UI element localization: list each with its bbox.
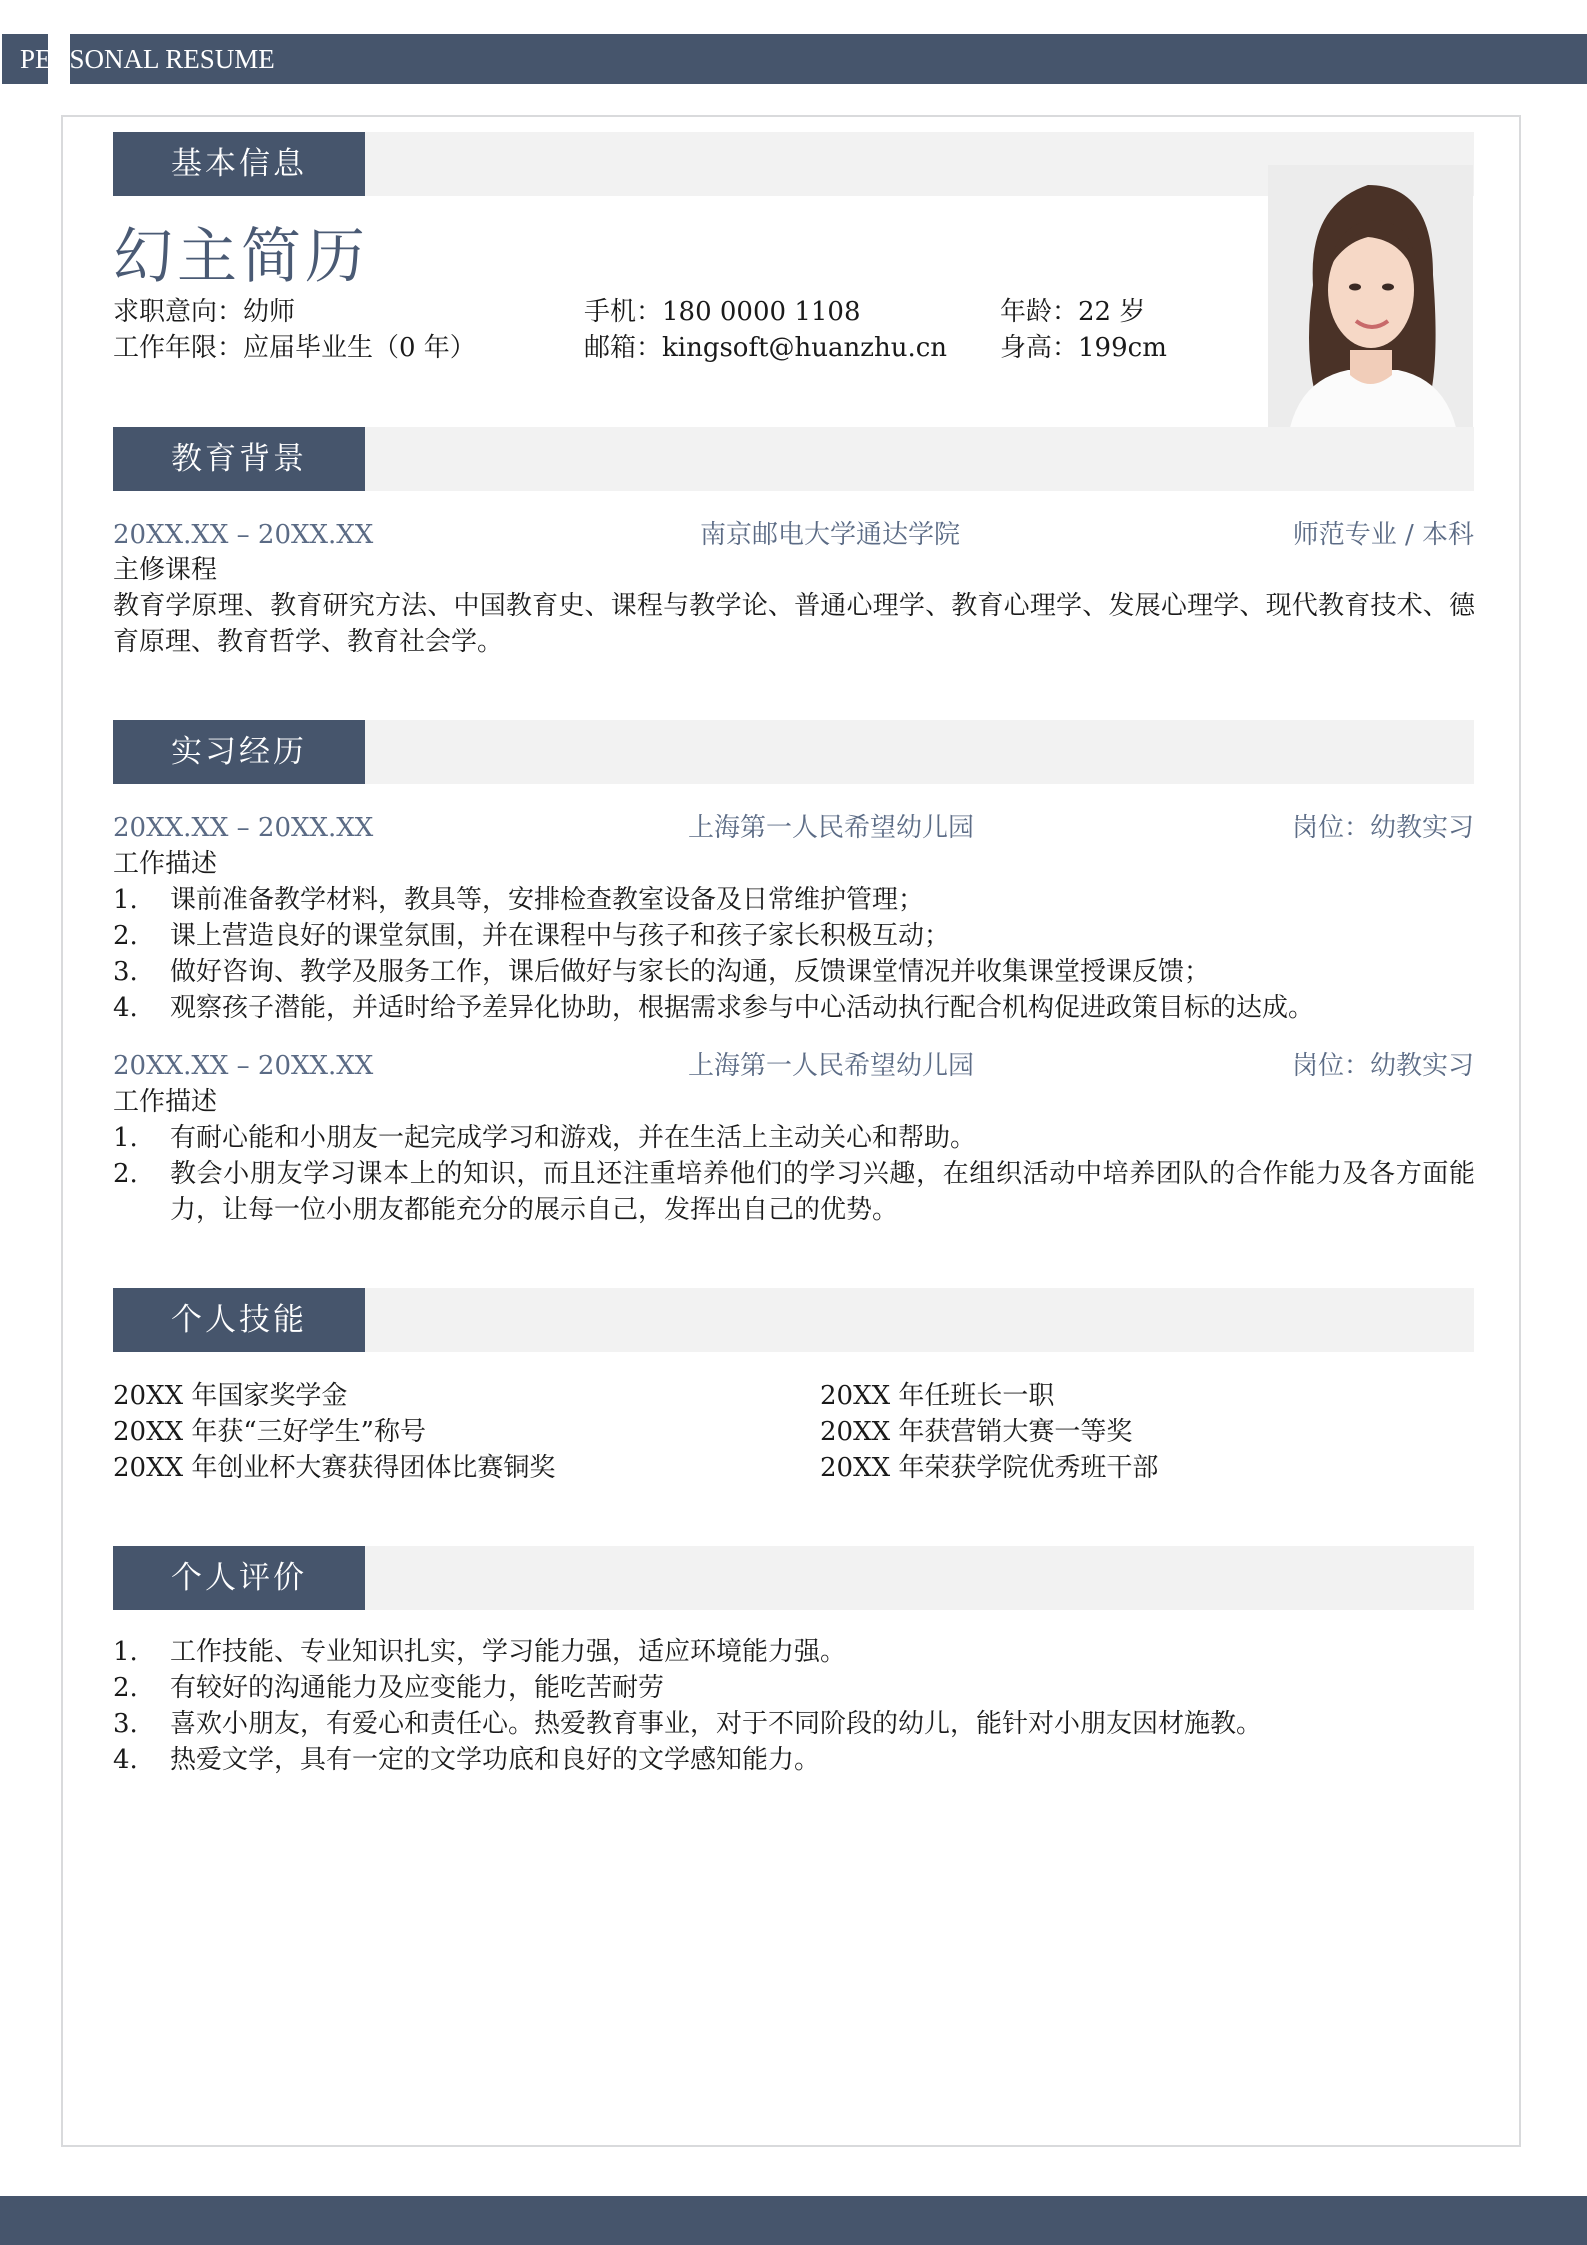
skill-item: 20XX 年获营销大赛一等奖 — [820, 1417, 1133, 1447]
resume-title: PERSONAL RESUME — [20, 44, 275, 74]
list-item — [113, 954, 1475, 990]
age: 年龄：22 岁 — [1000, 297, 1146, 327]
list-number: 3. — [113, 957, 138, 987]
internship-position: 岗位：幼教实习 — [1291, 813, 1474, 843]
list-number: 2. — [113, 1159, 138, 1189]
list-text: 热爱文学，具有一定的文学功底和良好的文学感知能力。 — [170, 1745, 821, 1775]
courses-text: 教育学原理、教育研究方法、中国教育史、课程与教学论、普通心理学、教育心理学、发展心理学、现代教育技术、德育原理、教育哲学、教育社会学。 — [113, 591, 1475, 657]
education-section-title: 教育背景 — [113, 427, 365, 491]
internship-list — [113, 882, 1475, 1026]
internship-section-title: 实习经历 — [113, 720, 365, 784]
list-number: 4. — [113, 993, 138, 1023]
internship-org: 上海第一人民希望幼儿园 — [688, 813, 975, 843]
list-item — [113, 1156, 1475, 1228]
list-number: 2. — [113, 1673, 138, 1703]
courses-label: 主修课程 — [113, 555, 218, 585]
list-item — [113, 1634, 1475, 1670]
internship-list — [113, 1120, 1475, 1228]
internship-org: 上海第一人民希望幼儿园 — [688, 1051, 975, 1081]
list-text: 喜欢小朋友，有爱心和责任心。热爱教育事业，对于不同阶段的幼儿，能针对小朋友因材施教。 — [170, 1709, 1263, 1739]
basic-section-title: 基本信息 — [113, 132, 365, 196]
candidate-name: 幻主简历 — [113, 222, 369, 292]
list-item — [113, 990, 1475, 1026]
list-text: 教会小朋友学习课本上的知识，而且还注重培养他们的学习兴趣，在组织活动中培养团队的合作能力及各方面能力，让每一位小朋友都能充分的展示自己，发挥出自己的优势。 — [170, 1159, 1475, 1225]
list-number: 1. — [113, 1123, 138, 1153]
list-text: 有较好的沟通能力及应变能力，能吃苦耐劳 — [170, 1673, 665, 1703]
list-item — [113, 1742, 1475, 1778]
evaluation-section-title: 个人评价 — [113, 1546, 365, 1610]
education-school: 南京邮电大学通达学院 — [700, 520, 961, 550]
work-years: 工作年限：应届毕业生（0 年） — [113, 333, 476, 363]
list-number: 3. — [113, 1709, 138, 1739]
education-major: 师范专业 / 本科 — [1292, 520, 1474, 550]
list-number: 1. — [113, 885, 138, 915]
education-date: 20XX.XX – 20XX.XX — [113, 520, 374, 550]
evaluation-list — [113, 1634, 1475, 1778]
list-number: 1. — [113, 1637, 138, 1667]
phone: 手机：180 0000 1108 — [584, 297, 861, 327]
skill-item: 20XX 年国家奖学金 — [113, 1381, 348, 1411]
list-item — [113, 1120, 1475, 1156]
internship-position: 岗位：幼教实习 — [1291, 1051, 1474, 1081]
list-number: 4. — [113, 1745, 138, 1775]
list-item — [113, 918, 1475, 954]
list-text: 有耐心能和小朋友一起完成学习和游戏，并在生活上主动关心和帮助。 — [170, 1123, 977, 1153]
list-number: 2. — [113, 921, 138, 951]
list-item — [113, 882, 1475, 918]
internship-date: 20XX.XX – 20XX.XX — [113, 813, 374, 843]
work-desc-label: 工作描述 — [113, 1087, 218, 1117]
list-text: 课前准备教学材料，教具等，安排检查教室设备及日常维护管理； — [170, 885, 925, 915]
list-item — [113, 1670, 1475, 1706]
skills-section-title: 个人技能 — [113, 1288, 365, 1352]
list-text: 课上营造良好的课堂氛围，并在课程中与孩子和孩子家长积极互动； — [170, 921, 951, 951]
portrait-illustration — [1268, 165, 1473, 437]
skill-item: 20XX 年任班长一职 — [820, 1381, 1055, 1411]
portrait-photo — [1268, 165, 1473, 437]
work-desc-label: 工作描述 — [113, 849, 218, 879]
header-band — [70, 34, 1587, 84]
list-text: 观察孩子潜能，并适时给予差异化协助，根据需求参与中心活动执行配合机构促进政策目标的达成。 — [170, 993, 1315, 1023]
skill-item: 20XX 年荣获学院优秀班干部 — [820, 1453, 1159, 1483]
list-text: 工作技能、专业知识扎实，学习能力强，适应环境能力强。 — [170, 1637, 847, 1667]
email: 邮箱：kingsoft@huanzhu.cn — [584, 333, 948, 363]
skill-item: 20XX 年获“三好学生”称号 — [113, 1417, 426, 1447]
list-item — [113, 1706, 1475, 1742]
height: 身高：199cm — [1000, 333, 1167, 363]
list-text: 做好咨询、教学及服务工作，课后做好与家长的沟通，反馈课堂情况并收集课堂授课反馈； — [170, 957, 1211, 987]
job-intent: 求职意向：幼师 — [113, 297, 296, 327]
internship-date: 20XX.XX – 20XX.XX — [113, 1051, 374, 1081]
footer-band — [0, 2196, 1587, 2245]
skill-item: 20XX 年创业杯大赛获得团体比赛铜奖 — [113, 1453, 556, 1483]
